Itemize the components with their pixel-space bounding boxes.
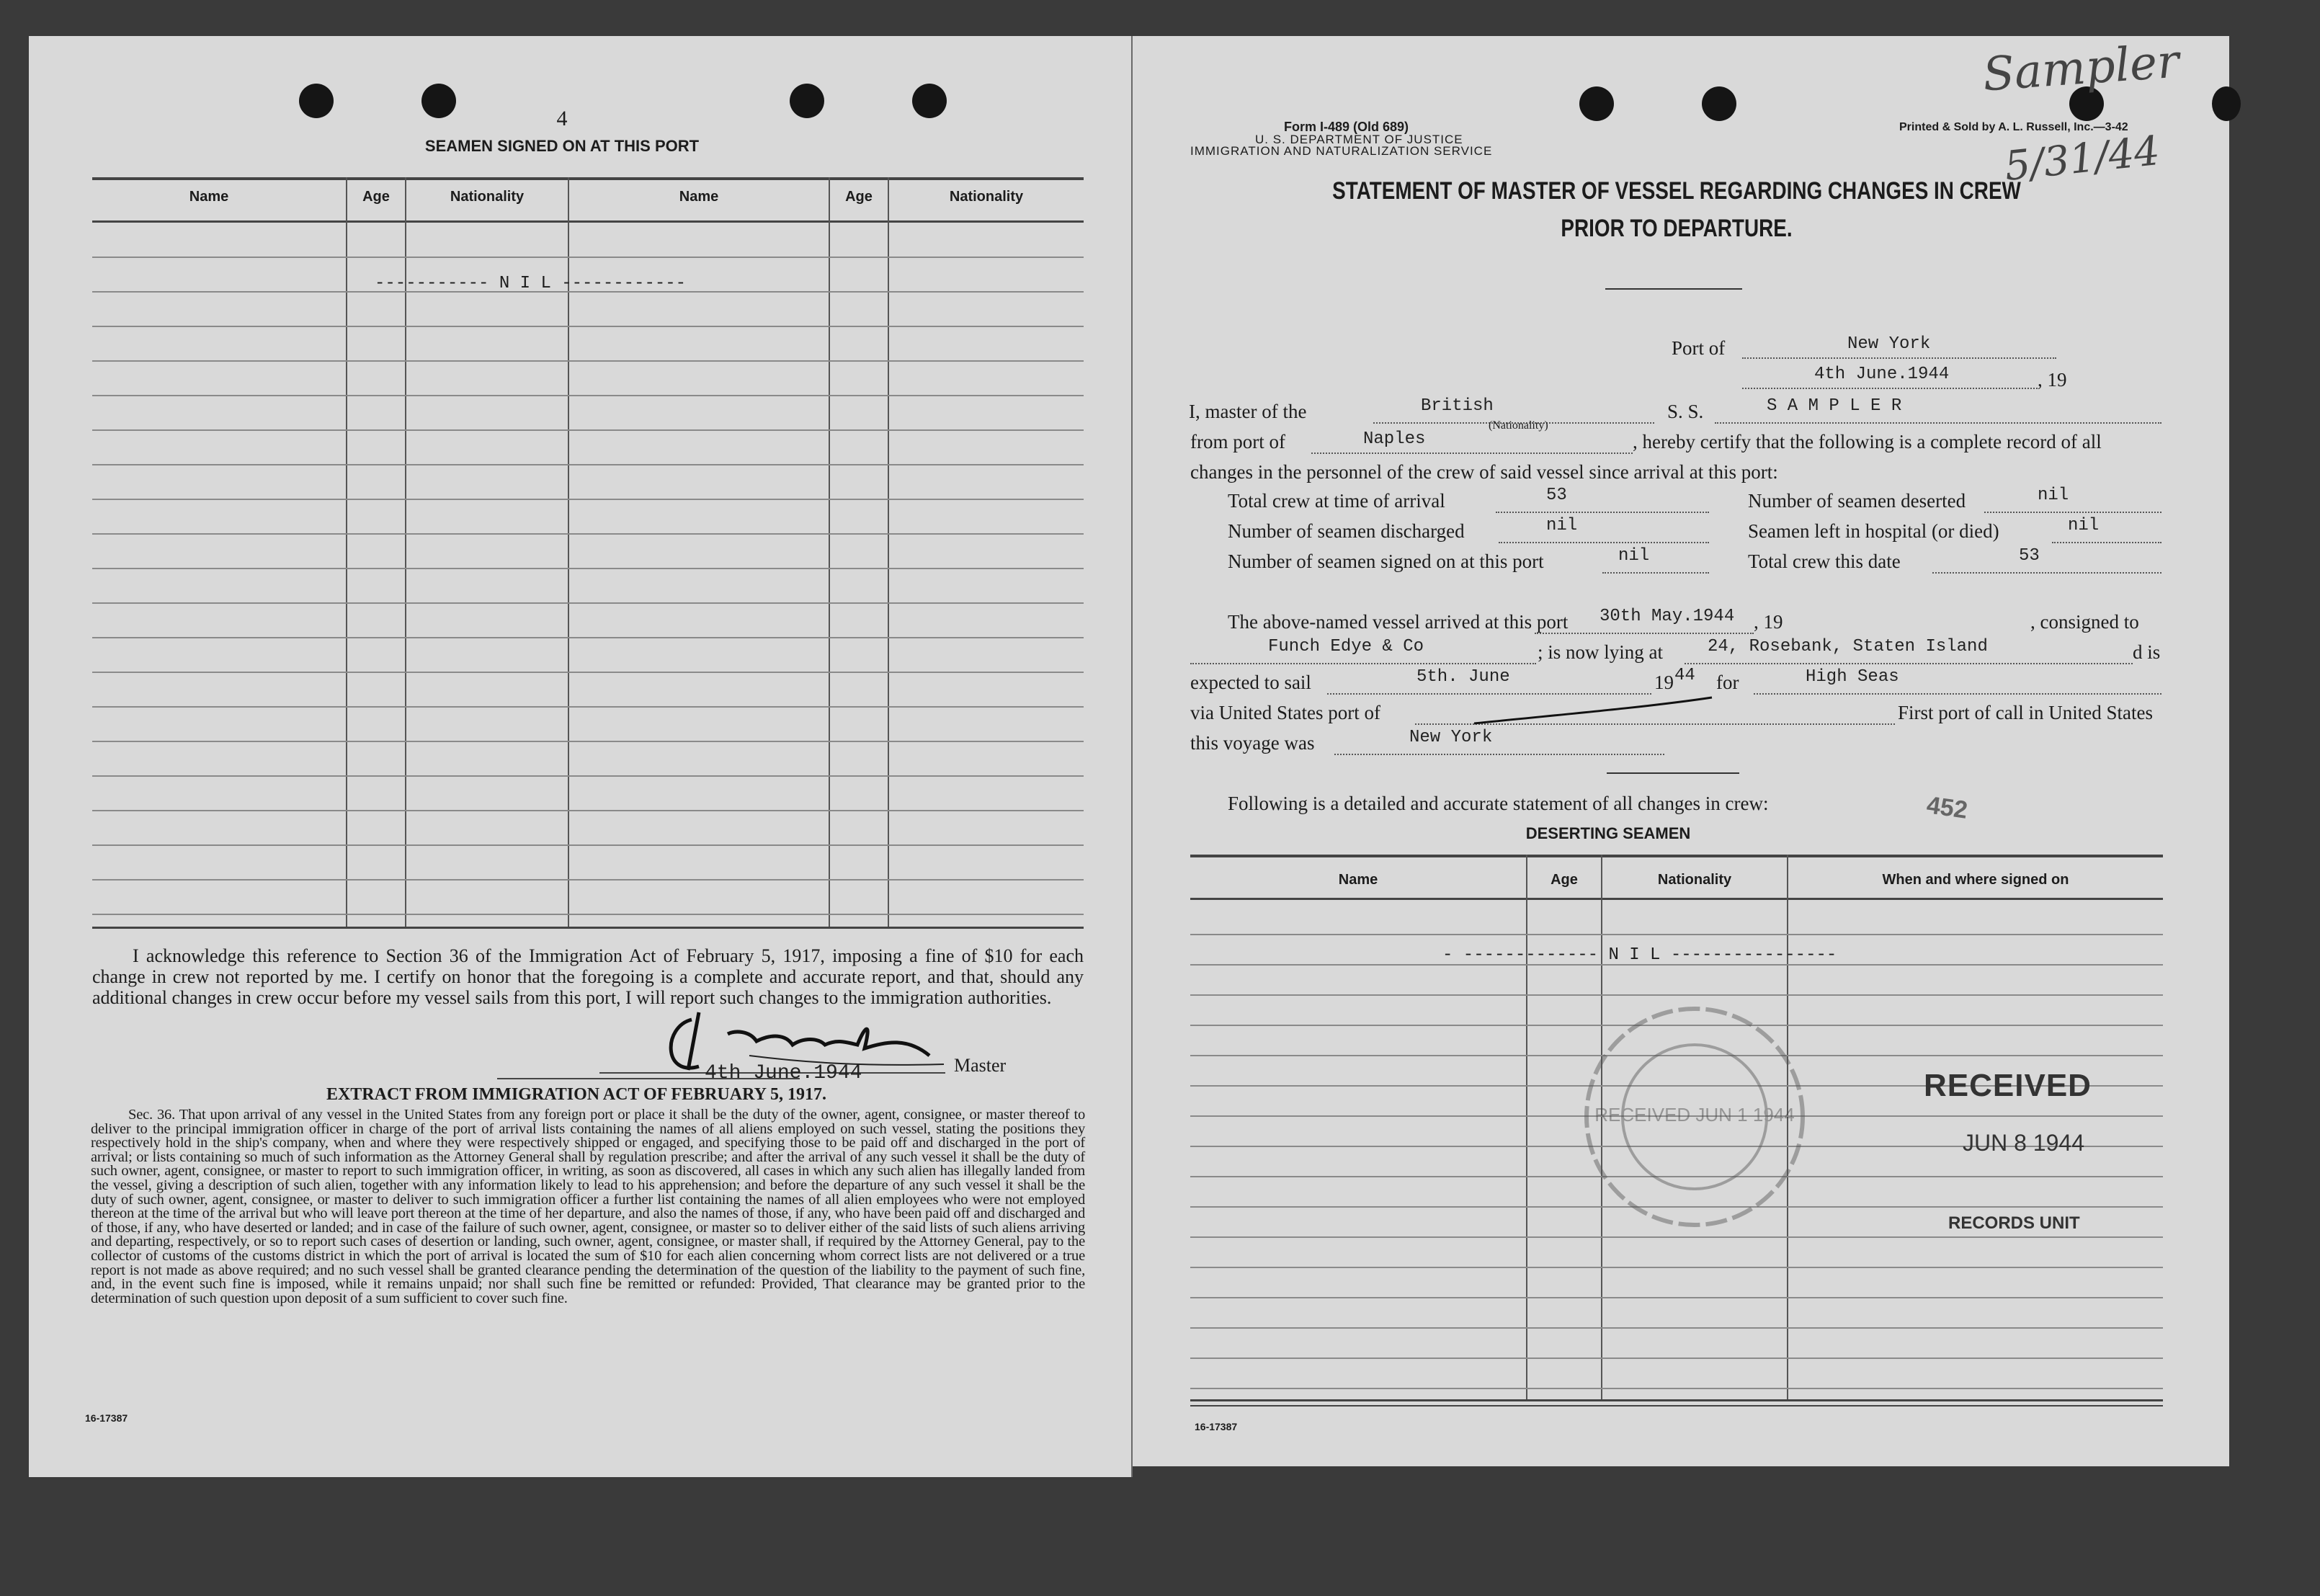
consignee-value: Funch Edye & Co: [1268, 637, 1424, 656]
header-nationality: Nationality: [450, 189, 525, 205]
sail-label: expected to sail: [1190, 672, 1311, 693]
header-age: Age: [1551, 872, 1578, 888]
certify-text: , hereby certify that the following is a complete record of all: [1633, 431, 2102, 453]
discharged-label: Number of seamen discharged: [1228, 520, 1465, 542]
arrived-label: The above-named vessel arrived at this port: [1228, 611, 1569, 633]
table-row-rule: [92, 741, 1084, 742]
total-crew-value: 53: [2019, 546, 2040, 566]
extract-text: Sec. 36. That upon arrival of any vessel in the United States from any foreign port or place it shall be the duty of the owner, agent, consignee, or master thereof to deliver to the principal immigration officer in charge of the port of arrival lists containing the names of all aliens employed on such vessel, stating the positions they respectively hold in the ship's company, when and where they were respectively shipped or engaged, and specifying those to be paid off and discharged in the port of arrival; or lists containing so much of such information as the Attorney General shall by regulation prescribe; and after the arrival of any such vessel it shall be the duty of such owner, agent, consignee, or master to report to such immigration officer, in writing, as soon as discovered, all cases in which any such alien has illegally landed from the vessel, giving a description of such alien, together with any information likely to lead to his apprehension; and before the departure of any such vessel it shall be the duty of such owner, agent, consignee, or master to deliver to such immigration officer a further list containing the names of all alien employees who were not employed thereon at the time of the arrival but who will leave port thereon at the time of her departure, and also the names of those, if any, who have been paid off and discharged and of those, if any, who have deserted or landed; and in case of the failure of such owner, agent, consignee, or master so to deliver either of the said lists of such aliens arriving and departing, respectively, or so to report such cases of desertion or landing, such owner, agent, consignee, or master shall, if required by the Attorney General, pay to the collector of customs of the customs district in which the port of arrival is located the sum of $10 for each alien concerning whom correct lists are not delivered or a true report is not made as above required; and no such vessel shall be granted clearance pending the determination of the question of the liability to the payment of such fine, and, in the event such fine is imposed, while it remains unpaid; nor shall such fine be remitted or refunded: Provided, That clearance may be granted prior to the determination of such question upon deposit of a sum sufficient to cover such fine.: [91, 1107, 1085, 1306]
ship-name: S A M P L E R: [1767, 396, 1902, 416]
form-code-left: 16-17387: [85, 1412, 128, 1424]
voyage-value: New York: [1409, 728, 1493, 747]
nationality-value: British: [1421, 396, 1494, 416]
received-date: JUN 8 1944: [1963, 1130, 2084, 1156]
hospital-label: Seamen left in hospital (or died): [1748, 520, 1999, 542]
master-of-label: I, master of the: [1189, 401, 1307, 422]
header-name: Name: [1338, 872, 1378, 888]
following-text: Following is a detailed and accurate statement of all changes in crew:: [1228, 793, 1769, 814]
title-line-2: PRIOR TO DEPARTURE.: [1561, 215, 1793, 242]
port-label: Port of: [1672, 337, 1726, 359]
table-row-rule: [1190, 1267, 2163, 1268]
lying-suffix: d is: [2133, 641, 2161, 663]
lying-value: 24, Rosebank, Staten Island: [1708, 637, 1988, 656]
punch-hole: [421, 84, 456, 118]
table-row-rule: [92, 429, 1084, 431]
changes-text: changes in the personnel of the crew of said vessel since arrival at this port:: [1190, 461, 1778, 483]
sail-year: 19: [1654, 672, 1674, 693]
nationality-caption: (Nationality): [1489, 419, 1548, 432]
table-row-rule: [92, 672, 1084, 673]
left-page: [29, 36, 1133, 1477]
table-row-rule: [1190, 1388, 2163, 1389]
right-page: [1133, 36, 2229, 1466]
handwritten-date: 5/31/44: [2002, 127, 2162, 191]
table-row-rule: [1190, 934, 2163, 935]
table-row-rule: [92, 360, 1084, 362]
crew-arrival-value: 53: [1546, 486, 1567, 505]
punch-hole: [1702, 86, 1736, 121]
stamp-number: 452: [1924, 791, 1970, 824]
total-crew-label: Total crew this date: [1748, 550, 1901, 572]
table-row-rule: [92, 257, 1084, 258]
header-age: Age: [362, 189, 390, 205]
title-line-1: STATEMENT OF MASTER OF VESSEL REGARDING CHANGES IN CREW: [1332, 177, 2021, 205]
section-title: SEAMEN SIGNED ON AT THIS PORT: [424, 137, 700, 155]
date-value: 4th June.1944: [1814, 365, 1950, 384]
header-age-2: Age: [845, 189, 873, 205]
discharged-value: nil: [1546, 516, 1578, 535]
header-nationality-2: Nationality: [949, 189, 1024, 205]
deserted-label: Number of seamen deserted: [1748, 490, 1966, 512]
arrived-year: , 19: [1754, 611, 1783, 633]
service: IMMIGRATION AND NATURALIZATION SERVICE: [1190, 144, 1493, 158]
form-code-right: 16-17387: [1195, 1421, 1238, 1432]
signed-on-label: Number of seamen signed on at this port: [1228, 550, 1544, 572]
table-row-rule: [1190, 1358, 2163, 1359]
nil-entry: - ------------- N I L ----------------: [1442, 945, 1837, 965]
year-suffix: , 19: [2038, 369, 2067, 391]
table-row-rule: [92, 879, 1084, 881]
table-row-rule: [92, 533, 1084, 535]
table-row-rule: [92, 326, 1084, 327]
table-row-rule: [92, 568, 1084, 569]
table-row-rule: [92, 844, 1084, 846]
table-row-rule: [92, 602, 1084, 604]
sail-year-typed: 44: [1674, 666, 1695, 685]
table-row-rule: [92, 706, 1084, 708]
nil-entry: ----------- N I L ------------: [375, 274, 687, 293]
port-value: New York: [1847, 334, 1931, 354]
punch-hole: [299, 84, 334, 118]
header-name-2: Name: [679, 189, 719, 205]
consigned-label: , consigned to: [2030, 611, 2139, 633]
signed-on-value: nil: [1618, 546, 1650, 566]
header-when-where: When and where signed on: [1882, 872, 2069, 888]
arrived-value: 30th May.1944: [1600, 607, 1735, 626]
hospital-value: nil: [2068, 516, 2100, 535]
table-row-rule: [92, 810, 1084, 811]
table-row-rule: [92, 464, 1084, 465]
from-port-value: Naples: [1363, 429, 1426, 449]
records-unit: RECORDS UNIT: [1948, 1213, 2080, 1233]
extract-title: EXTRACT FROM IMMIGRATION ACT OF FEBRUARY 5, 1917.: [326, 1085, 827, 1104]
first-port-label: First port of call in United States: [1898, 702, 2153, 723]
printer-credit: Printed & Sold by A. L. Russell, Inc.—3-42: [1899, 121, 2128, 133]
round-stamp-text: RECEIVED JUN 1 1944: [1594, 1104, 1795, 1125]
form-number: Form I-489 (Old 689): [1284, 120, 1409, 134]
master-label: Master: [954, 1055, 1007, 1076]
acknowledgement-text: I acknowledge this reference to Section 36 of the Immigration Act of February 5, 1917, imposing a fine of $10 for each change in crew not reported by me. I certify on honor that the foregoing is a complete and accurate report, and that, should any additional changes in crew occur before my vessel sails from this port, I will report such changes to the immigration authorities.: [92, 945, 1084, 1008]
via-strikethrough: [1471, 693, 1716, 729]
table-row-rule: [1190, 1327, 2163, 1329]
received-stamp: RECEIVED: [1924, 1068, 2092, 1103]
table-row-rule: [92, 637, 1084, 638]
punch-hole: [1579, 86, 1614, 121]
deserting-title: DESERTING SEAMEN: [1525, 824, 1691, 842]
punch-hole: [2212, 86, 2241, 121]
for-label: for: [1716, 672, 1739, 693]
header-name: Name: [189, 189, 229, 205]
lying-label: ; is now lying at: [1538, 641, 1663, 663]
for-value: High Seas: [1806, 667, 1899, 687]
from-port-label: from port of: [1190, 431, 1285, 453]
via-label: via United States port of: [1190, 702, 1380, 723]
crew-arrival-label: Total crew at time of arrival: [1228, 490, 1445, 512]
ss-label: S. S.: [1667, 401, 1704, 422]
table-row-rule: [92, 914, 1084, 915]
round-received-stamp: [1572, 994, 1817, 1239]
deserted-value: nil: [2038, 486, 2069, 505]
department: U. S. DEPARTMENT OF JUSTICE: [1255, 133, 1463, 146]
table-row-rule: [92, 775, 1084, 777]
sail-value: 5th. June: [1416, 667, 1510, 687]
punch-hole: [912, 84, 947, 118]
table-row-rule: [92, 395, 1084, 396]
header-nationality: Nationality: [1657, 872, 1732, 888]
voyage-label: this voyage was: [1190, 732, 1315, 754]
page-number: 4: [556, 107, 568, 130]
acknowledgement-date: 4th June.1944: [705, 1062, 862, 1084]
handwritten-name: Sampler: [1981, 35, 2181, 102]
punch-hole: [790, 84, 824, 118]
table-row-rule: [92, 499, 1084, 500]
table-row-rule: [1190, 1297, 2163, 1298]
